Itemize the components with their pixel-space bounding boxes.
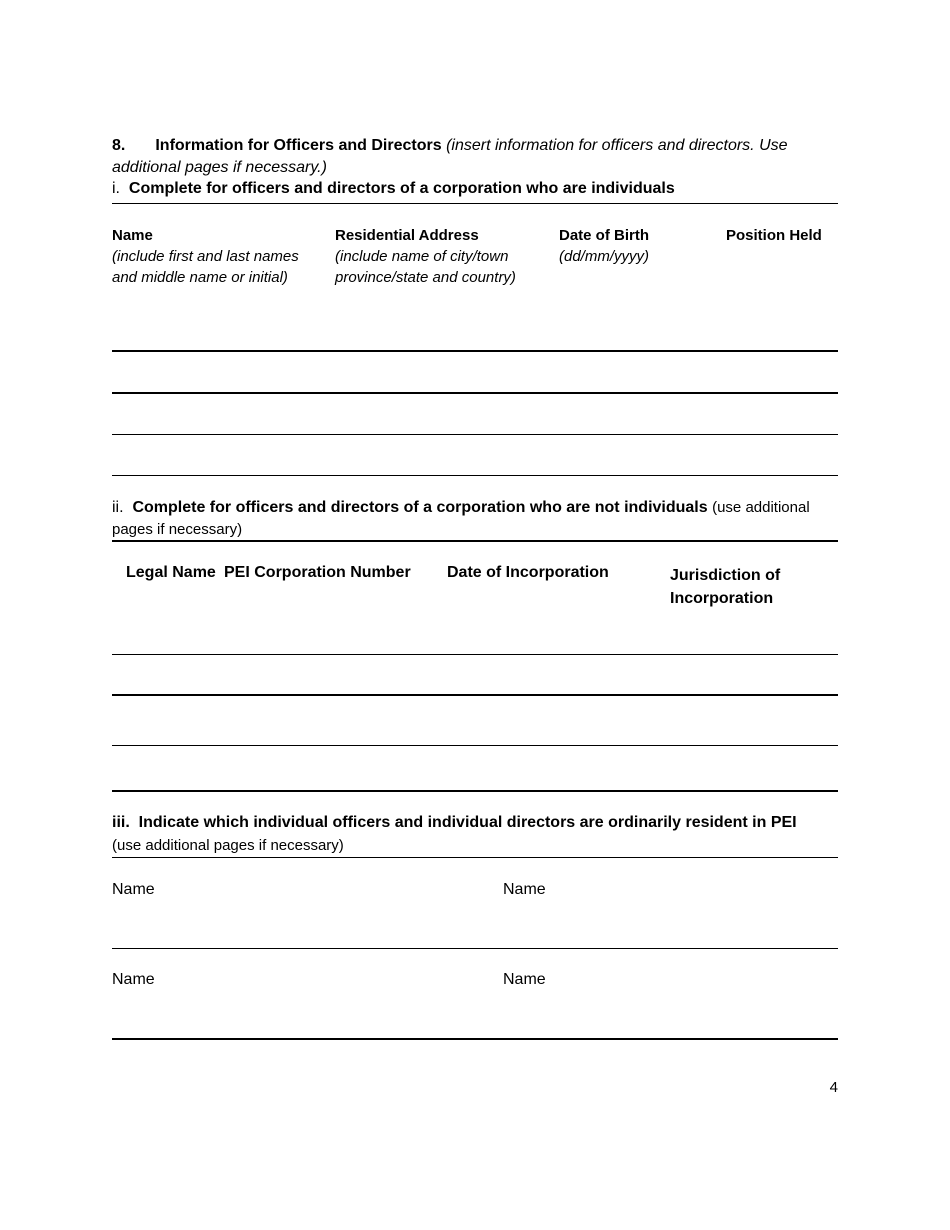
- resident-name-label: Name: [112, 971, 155, 988]
- col-address-label: Residential Address: [335, 227, 479, 244]
- part-ii-note-cont: pages if necessary): [112, 521, 243, 538]
- part-i-rule: [112, 203, 838, 204]
- part-ii-prefix: ii.: [112, 499, 124, 516]
- part-i-entry-line[interactable]: [112, 392, 838, 394]
- col-name-hint-2: and middle name or initial): [112, 269, 288, 286]
- col-dob-header: [559, 225, 649, 267]
- section-number: 8.: [112, 137, 126, 154]
- part-i-entry-line[interactable]: [112, 475, 838, 476]
- section-instruction: (insert information for officers and directors. Use: [446, 137, 788, 154]
- col-name-label: Name: [112, 227, 153, 244]
- part-ii-entry-line[interactable]: [112, 790, 838, 792]
- col-jurisdiction-line-1: Jurisdiction of: [670, 567, 781, 584]
- part-i-prefix: i.: [112, 180, 120, 197]
- section-instruction-cont: additional pages if necessary.): [112, 159, 327, 176]
- part-i-heading: [112, 180, 675, 198]
- part-ii-title: Complete for officers and directors of a corporation who are not individuals: [132, 499, 708, 516]
- resident-name-label: Name: [503, 881, 546, 898]
- part-ii-rule: [112, 540, 838, 542]
- part-ii-entry-line[interactable]: [112, 745, 838, 746]
- section-title: Information for Officers and Directors: [155, 137, 442, 154]
- col-address-hint-2: province/state and country): [335, 269, 516, 286]
- col-address-header: [335, 225, 516, 288]
- part-ii-entry-line[interactable]: [112, 654, 838, 655]
- part-ii-heading: [112, 497, 842, 519]
- col-date-incorp-header: Date of Incorporation: [447, 564, 609, 581]
- col-corp-number-header: PEI Corporation Number: [224, 564, 411, 581]
- part-i-title: Complete for officers and directors of a corporation who are individuals: [128, 180, 675, 197]
- col-position-header: [726, 225, 822, 246]
- part-iii-heading: [112, 814, 797, 832]
- col-jurisdiction-line-2: Incorporation: [670, 590, 774, 607]
- col-name-header: [112, 225, 299, 288]
- col-dob-hint: (dd/mm/yyyy): [559, 248, 649, 265]
- part-iii-title: Indicate which individual officers and individual directors are ordinarily resident in PEI: [138, 814, 797, 831]
- part-iii-note: (use additional pages if necessary): [112, 837, 344, 854]
- page-number: 4: [829, 1079, 838, 1096]
- section-8-heading: [112, 135, 842, 157]
- part-ii-entry-line[interactable]: [112, 694, 838, 696]
- resident-name-entry-line[interactable]: [112, 1038, 838, 1040]
- col-dob-label: Date of Birth: [559, 227, 649, 244]
- col-jurisdiction-header: [670, 564, 780, 610]
- resident-name-label: Name: [503, 971, 546, 988]
- part-iii-rule: [112, 857, 838, 858]
- part-i-entry-line[interactable]: [112, 350, 838, 352]
- col-name-hint-1: (include first and last names: [112, 248, 299, 265]
- resident-name-label: Name: [112, 881, 155, 898]
- part-iii-prefix: iii.: [112, 814, 130, 831]
- resident-name-entry-line[interactable]: [112, 948, 838, 949]
- col-legal-name-header: Legal Name: [126, 564, 216, 581]
- part-ii-note: (use additional: [712, 499, 810, 516]
- col-position-label: Position Held: [726, 227, 822, 244]
- col-address-hint-1: (include name of city/town: [335, 248, 509, 265]
- part-i-entry-line[interactable]: [112, 434, 838, 435]
